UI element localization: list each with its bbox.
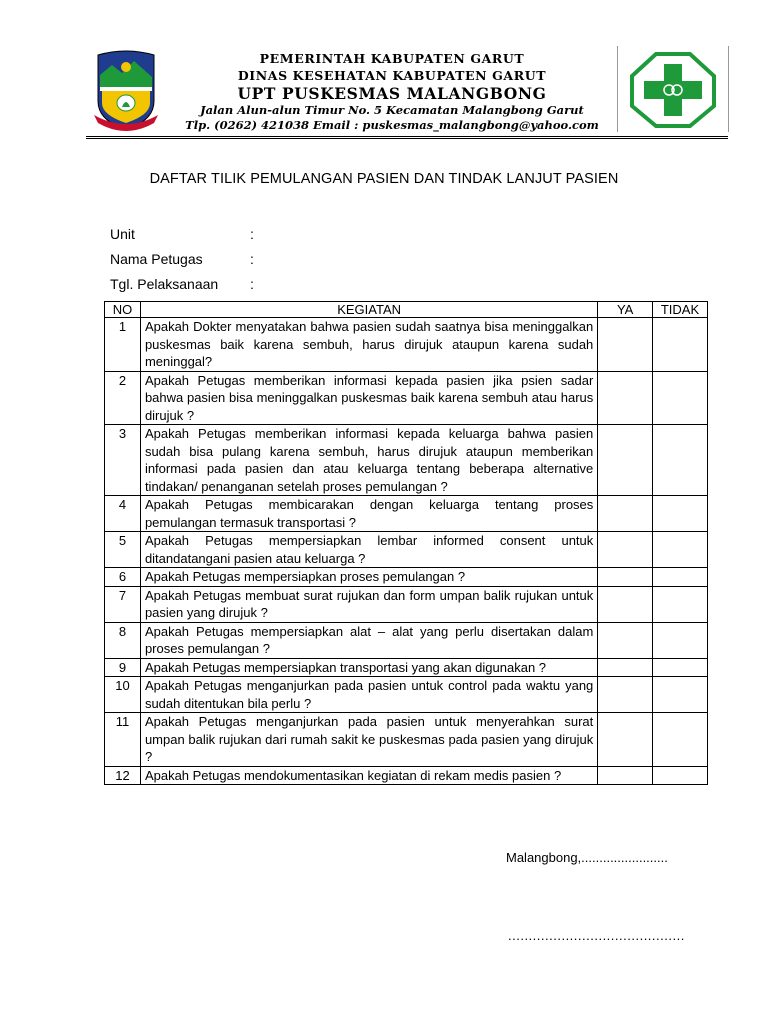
row-number: 7 [105, 586, 141, 622]
row-activity: Apakah Petugas memberikan informasi kepada pasien jika psien sadar bahwa pasien bisa meninggalkan puskesmas baik karena sembuh atau harus dirujuk ? [140, 371, 597, 425]
puskesmas-green-cross-icon [628, 52, 718, 128]
info-officer-name [110, 251, 254, 267]
row-activity: Apakah Petugas menganjurkan pada pasien untuk menyerahkan surat umpan balik rujukan dari rumah sakit ke puskesmas pada pasien yang dirujuk ? [140, 713, 597, 767]
ya-checkbox-cell[interactable] [598, 658, 653, 677]
row-activity: Apakah Petugas mempersiapkan transportasi yang akan digunakan ? [140, 658, 597, 677]
row-number: 8 [105, 622, 141, 658]
row-activity: Apakah Petugas mempersiapkan alat – alat yang perlu disertakan dalam proses pemulangan ? [140, 622, 597, 658]
row-number: 5 [105, 532, 141, 568]
ya-checkbox-cell[interactable] [598, 425, 653, 496]
row-activity: Apakah Petugas menganjurkan pada pasien untuk control pada waktu yang sudah ditentukan bila perlu ? [140, 677, 597, 713]
letterhead-text [172, 50, 612, 133]
tidak-checkbox-cell[interactable] [653, 496, 708, 532]
tidak-checkbox-cell[interactable] [653, 677, 708, 713]
row-number: 11 [105, 713, 141, 767]
tidak-checkbox-cell[interactable] [653, 532, 708, 568]
document-title: DAFTAR TILIK PEMULANGAN PASIEN DAN TINDAK LANJUT PASIEN [149, 171, 619, 187]
row-number: 10 [105, 677, 141, 713]
row-number: 1 [105, 318, 141, 372]
info-separator: : [250, 276, 254, 292]
tidak-checkbox-cell[interactable] [653, 766, 708, 785]
row-activity: Apakah Petugas membuat surat rujukan dan form umpan balik rujukan untuk pasien yang dirujuk ? [140, 586, 597, 622]
info-execution-date [110, 276, 254, 292]
tidak-checkbox-cell[interactable] [653, 658, 708, 677]
table-row [105, 371, 708, 425]
header-kegiatan: KEGIATAN [140, 302, 597, 318]
row-activity: Apakah Petugas mempersiapkan proses pemulangan ? [140, 568, 597, 587]
row-activity: Apakah Petugas membicarakan dengan keluarga tentang proses pemulangan termasuk transportasi ? [140, 496, 597, 532]
table-header-row [105, 302, 708, 318]
row-number: 2 [105, 371, 141, 425]
ya-checkbox-cell[interactable] [598, 677, 653, 713]
ya-checkbox-cell[interactable] [598, 586, 653, 622]
checklist-table [104, 301, 708, 785]
info-label: Tgl. Pelaksanaan [110, 276, 219, 292]
health-office-name: DINAS KESEHATAN KABUPATEN GARUT [237, 68, 547, 83]
info-label: Nama Petugas [110, 251, 203, 267]
address-line: Jalan Alun-alun Timur No. 5 Kecamatan Malangbong Garut [200, 103, 584, 117]
garut-regency-crest-icon [92, 49, 160, 133]
row-activity: Apakah Petugas mempersiapkan lembar informed consent untuk ditandatangani pasien atau keluarga ? [140, 532, 597, 568]
info-separator: : [250, 251, 254, 267]
ya-checkbox-cell[interactable] [598, 568, 653, 587]
ya-checkbox-cell[interactable] [598, 318, 653, 372]
tidak-checkbox-cell[interactable] [653, 371, 708, 425]
info-label: Unit [110, 226, 135, 242]
table-row [105, 425, 708, 496]
ya-checkbox-cell[interactable] [598, 496, 653, 532]
government-name: PEMERINTAH KABUPATEN GARUT [259, 51, 525, 66]
ya-checkbox-cell[interactable] [598, 766, 653, 785]
table-row [105, 318, 708, 372]
table-row [105, 677, 708, 713]
signature-line: ........................................... [508, 928, 685, 943]
table-row [105, 496, 708, 532]
row-number: 4 [105, 496, 141, 532]
table-row [105, 622, 708, 658]
signature-place-date: Malangbong,........................ [506, 850, 668, 865]
contact-line: Tlp. (0262) 421038 Email : puskesmas_malangbong@yahoo.com [185, 118, 599, 132]
letterhead [86, 44, 728, 139]
tidak-checkbox-cell[interactable] [653, 425, 708, 496]
tidak-checkbox-cell[interactable] [653, 622, 708, 658]
row-number: 6 [105, 568, 141, 587]
puskesmas-name: UPT PUSKESMAS MALANGBONG [237, 84, 547, 103]
row-activity: Apakah Dokter menyatakan bahwa pasien sudah saatnya bisa meninggalkan puskesmas baik karena sembuh, harus dirujuk ataupun karena sudah meninggal? [140, 318, 597, 372]
table-row [105, 766, 708, 785]
ya-checkbox-cell[interactable] [598, 622, 653, 658]
header-tidak: TIDAK [653, 302, 708, 318]
header-no: NO [105, 302, 141, 318]
row-number: 9 [105, 658, 141, 677]
header-ya: YA [598, 302, 653, 318]
puskesmas-logo [617, 46, 729, 132]
ya-checkbox-cell[interactable] [598, 532, 653, 568]
ya-checkbox-cell[interactable] [598, 371, 653, 425]
tidak-checkbox-cell[interactable] [653, 713, 708, 767]
table-row [105, 532, 708, 568]
row-number: 3 [105, 425, 141, 496]
table-row [105, 586, 708, 622]
tidak-checkbox-cell[interactable] [653, 318, 708, 372]
info-unit [110, 226, 254, 242]
table-row [105, 568, 708, 587]
table-row [105, 658, 708, 677]
table-row [105, 713, 708, 767]
row-activity: Apakah Petugas mendokumentasikan kegiatan di rekam medis pasien ? [140, 766, 597, 785]
row-number: 12 [105, 766, 141, 785]
tidak-checkbox-cell[interactable] [653, 586, 708, 622]
tidak-checkbox-cell[interactable] [653, 568, 708, 587]
info-separator: : [250, 226, 254, 242]
ya-checkbox-cell[interactable] [598, 713, 653, 767]
row-activity: Apakah Petugas memberikan informasi kepada keluarga bahwa pasien sudah bisa pulang karena sembuh, harus dirujuk ataupun memberikan informasi pada pasien dan atau keluarga tentang beberapa alternative tindakan/ penanganan setelah proses pemulangan ? [140, 425, 597, 496]
